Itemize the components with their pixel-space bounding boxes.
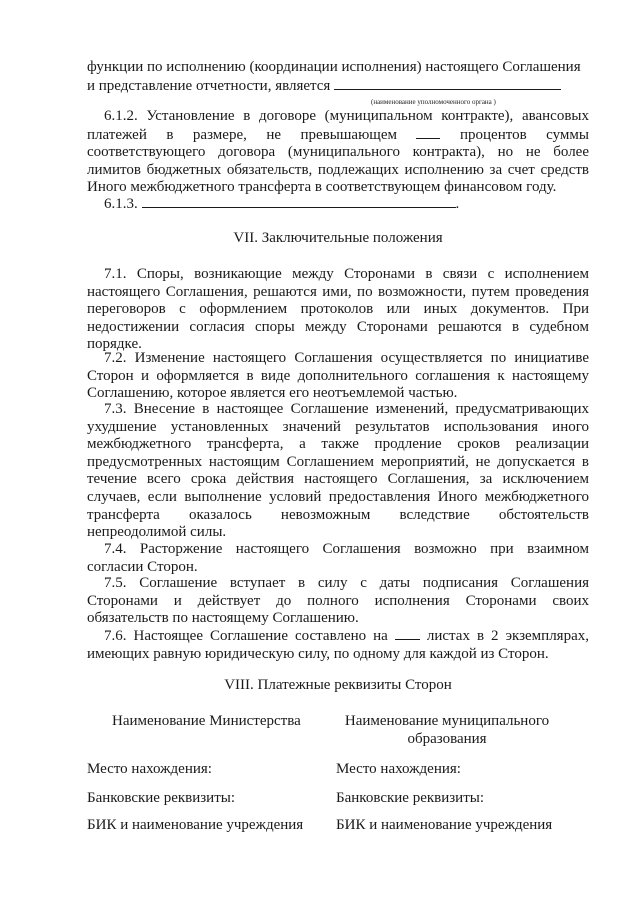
paragraph-7-4: 7.4. Расторжение настоящего Соглашения возможно при взаимном согласии Сторон.	[87, 541, 589, 575]
paragraph-7-6-lead: 7.6. Настоящее Соглашение составлено на	[104, 628, 388, 644]
authority-name-blank	[334, 77, 561, 90]
intro-line-2	[87, 77, 589, 96]
section-8-heading: VIII. Платежные реквизиты Сторон	[224, 677, 452, 693]
intro-line-2-text: и представление отчетности, является	[87, 77, 331, 94]
paragraph-7-6	[87, 627, 589, 663]
paragraph-6-1-3-num: 6.1.3.	[104, 196, 138, 212]
paragraph-7-3: 7.3. Внесение в настоящее Соглашение изменений, предусматривающих ухудшение установленных значений результатов использования иного межбюджетного трансферта, а также продление сроков реализации предусмотренных настоящим Соглашением мероприятий, не допускается в течение всего срока действия настоящего Соглашения, за исключением случаев, если выполнение условий предоставления Иного межбюджетного трансферта оказалось невозможным вследствие обстоятельств непреодолимой силы.	[87, 401, 589, 541]
section-7-heading: VII. Заключительные положения	[233, 230, 443, 246]
ministry-location-label: Место нахождения:	[87, 761, 212, 777]
percent-blank	[416, 126, 440, 139]
municipality-location-label: Место нахождения:	[336, 761, 461, 777]
paragraph-7-2: 7.2. Изменение настоящего Соглашения осуществляется по инициативе Сторон и оформляется в виде дополнительного соглашения к настоящему Соглашению, которое является его неотъемлемой частью.	[87, 350, 589, 402]
sheets-count-blank	[395, 627, 420, 640]
ministry-bik-label: БИК и наименование учреждения	[87, 817, 304, 833]
municipality-bik-label: БИК и наименование учреждения	[336, 817, 553, 833]
paragraph-6-1-2	[87, 108, 589, 197]
paragraph-7-1: 7.1. Споры, возникающие между Сторонами в связи с исполнением настоящего Соглашения, решаются ими, по возможности, путем проведения переговоров с оформлением протоколов или иных документов. При недостижении согласия споры между Сторонами решаются в судебном порядке.	[87, 266, 589, 353]
paragraph-6-1-3-blank	[142, 195, 456, 208]
paragraph-6-1-3-end: .	[455, 196, 460, 212]
paragraph-6-1-2-tail: процентов суммы соответствующего договора (муниципального контракта), но не более лимитов бюджетных обязательств, подлежащих исполнению за счет средств Иного межбюджетного трансферта в соответствующем финансовом году.	[87, 126, 589, 196]
authority-caption: (наименование уполномоченного органа )	[371, 98, 496, 106]
paragraph-6-1-3	[87, 195, 589, 214]
municipality-name-label: Наименование муниципального образования	[344, 713, 550, 747]
paragraph-7-5: 7.5. Соглашение вступает в силу с даты подписания Соглашения Сторонами и действует до полного исполнения Сторонами своих обязательств по настоящему Соглашению.	[87, 575, 589, 627]
paragraph-6-1-2-lead: 6.1.2. Установление в договоре (муниципальном контракте), авансовых платежей в размере, не превышающем	[87, 108, 589, 143]
intro-paragraph	[87, 59, 589, 95]
ministry-bank-label: Банковские реквизиты:	[87, 790, 236, 806]
paragraph-7-6-tail: листах в 2 экземплярах, имеющих равную юридическую силу, по одному для каждой из Сторон.	[87, 628, 589, 662]
ministry-name-label: Наименование Министерства	[112, 713, 301, 729]
intro-line-1: функции по исполнению (координации исполнения) настоящего Соглашения	[87, 59, 581, 75]
municipality-bank-label: Банковские реквизиты:	[336, 790, 485, 806]
